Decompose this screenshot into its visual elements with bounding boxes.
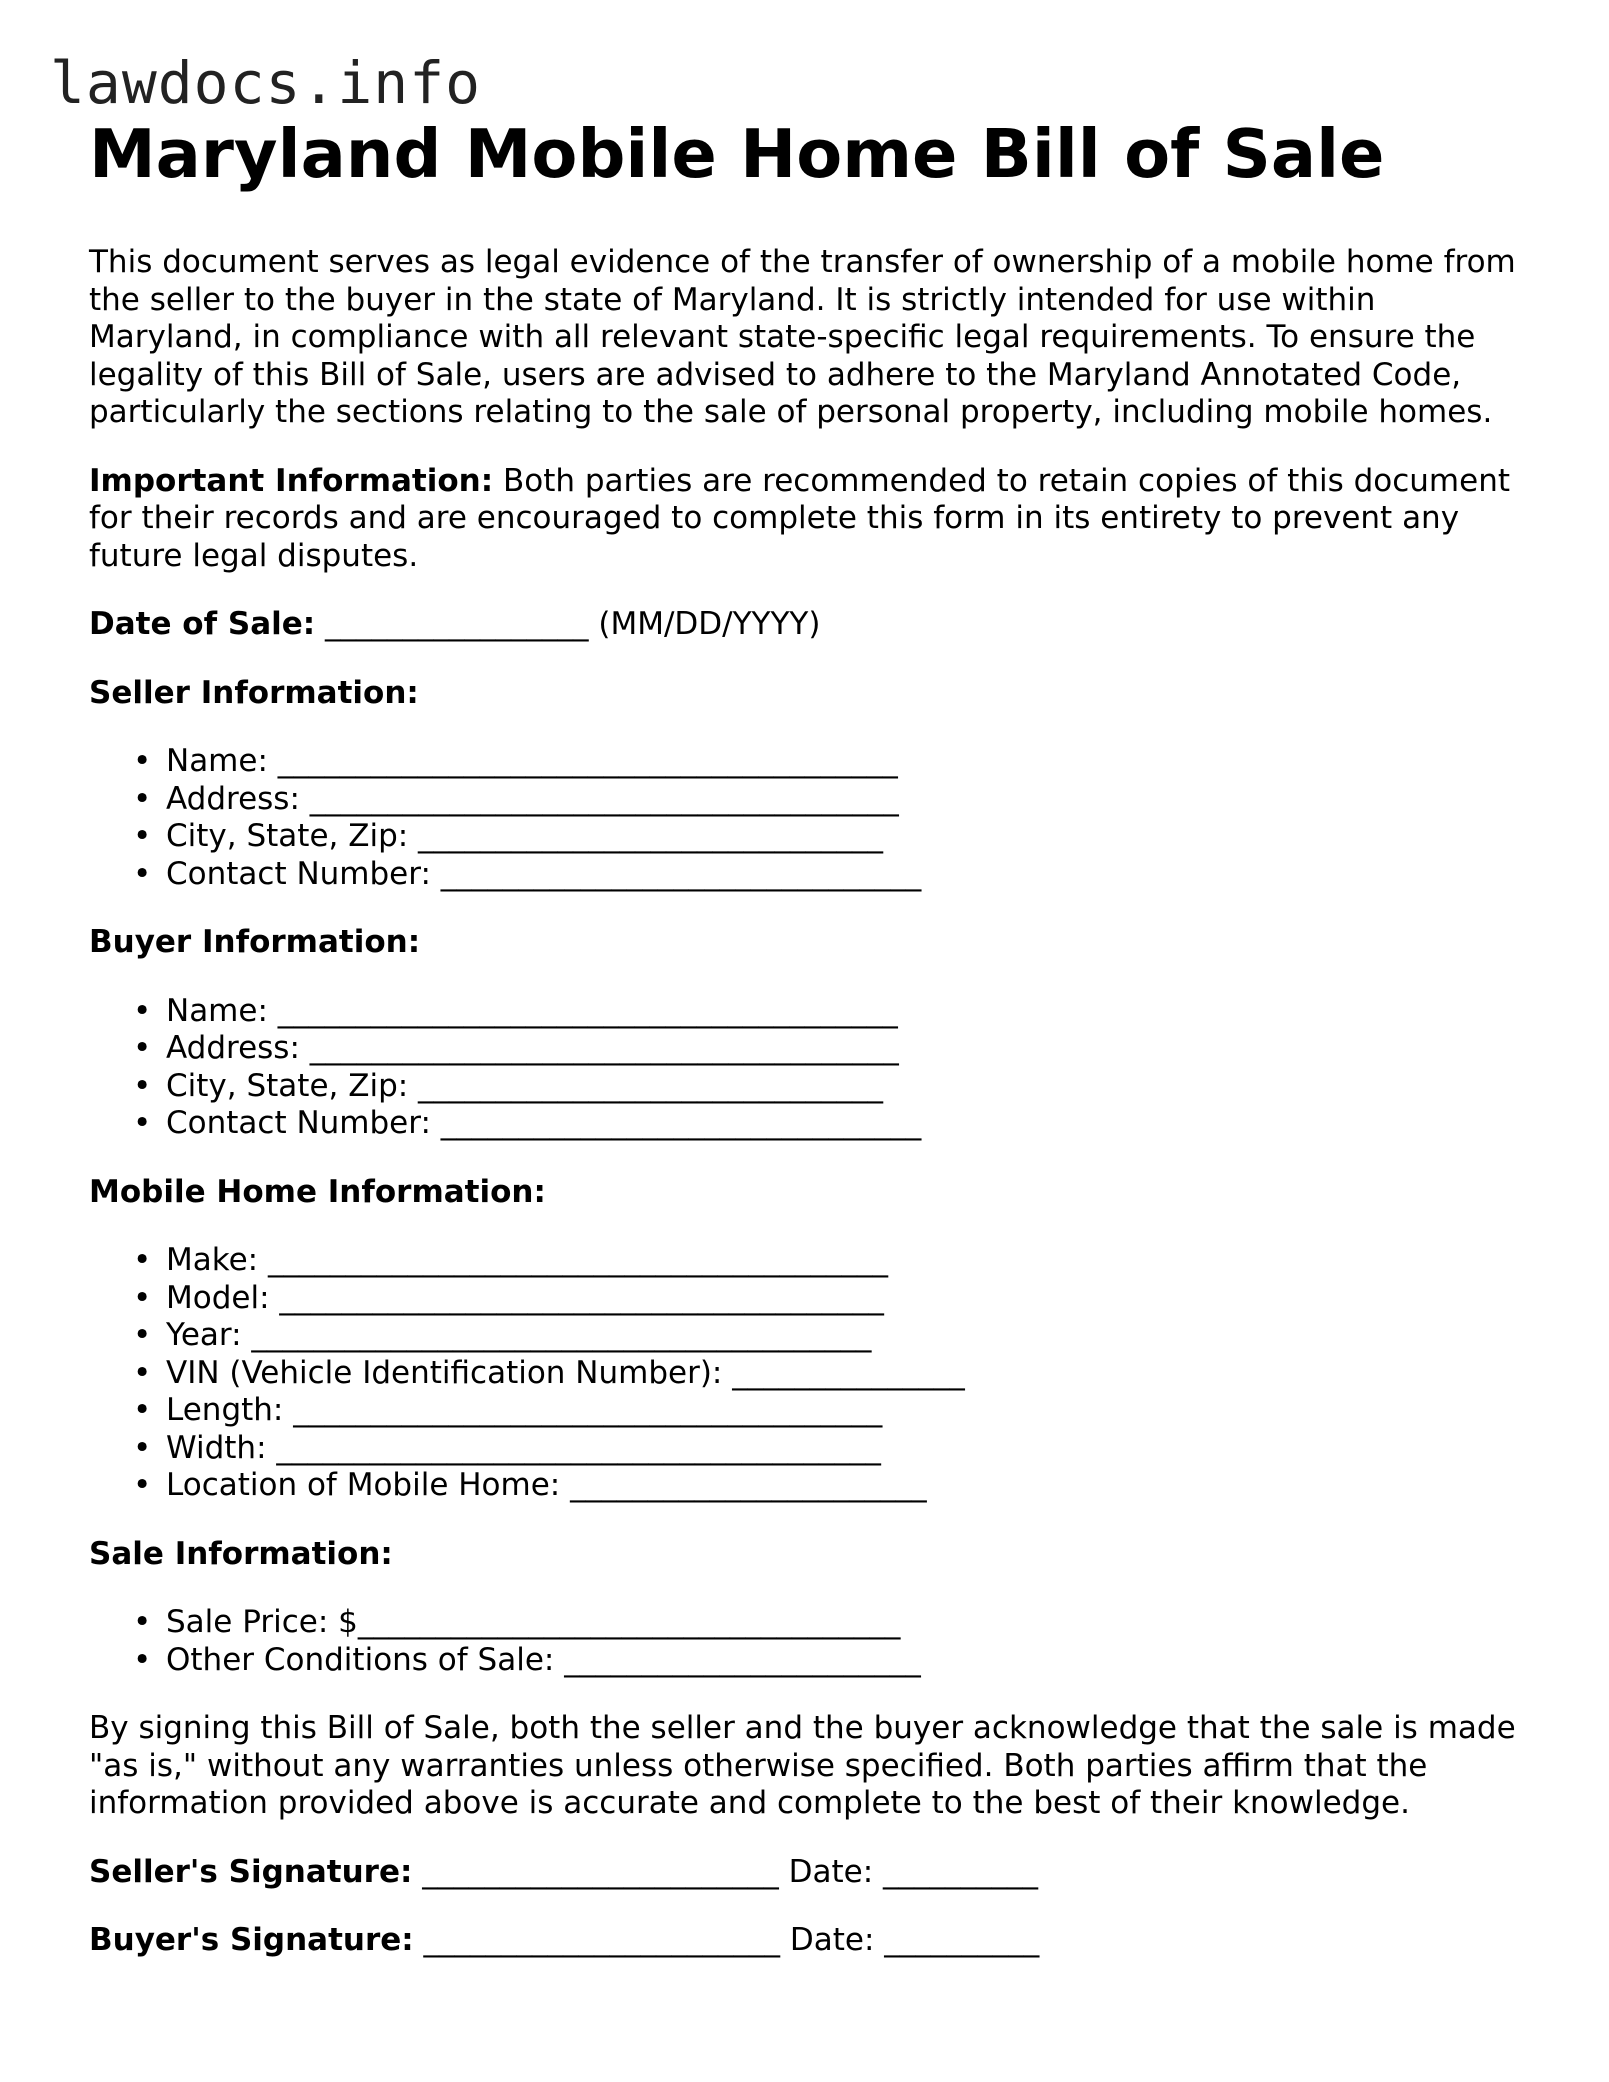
buyer-signature-line [89, 1922, 1529, 1960]
buyer-signature-blank[interactable]: _______________________ [413, 1922, 790, 1958]
bullet-icon: • [133, 1354, 152, 1391]
mobile-home-make-field[interactable]: • Make: ________________________________________ [133, 1242, 888, 1278]
mobile-home-length-field[interactable]: • Length: ______________________________________ [133, 1392, 883, 1428]
buyer-address-field[interactable]: • Address: ______________________________________ [133, 1030, 899, 1066]
bullet-icon: • [133, 1604, 152, 1640]
mobile-home-model-field[interactable]: • Model: _______________________________________ [133, 1279, 884, 1316]
buyer-name-field[interactable]: • Name: ________________________________________ [133, 992, 898, 1029]
bullet-icon: • [133, 780, 152, 817]
date-of-sale-line [89, 606, 1529, 644]
bullet-icon: • [133, 743, 152, 779]
mobile-home-vin-field[interactable]: • VIN (Vehicle Identification Number): _______________ [133, 1354, 965, 1391]
buyer-information-heading: Buyer Information: [89, 924, 421, 960]
date-of-sale-label: Date of Sale: [89, 606, 316, 642]
bullet-icon: • [133, 1392, 152, 1428]
seller-signature-label: Seller's Signature: [89, 1853, 413, 1890]
seller-city-state-zip-field[interactable]: • City, State, Zip: ______________________________ [133, 818, 884, 854]
seller-address-field[interactable]: • Address: ______________________________________ [133, 780, 899, 817]
bullet-icon: • [133, 1429, 152, 1466]
watermark-logo: lawdocs.info [50, 49, 482, 117]
document-body [89, 112, 1529, 1960]
bullet-icon: • [133, 1242, 152, 1278]
buyer-signature-label: Buyer's Signature: [89, 1922, 414, 1958]
sale-information-heading: Sale Information: [89, 1535, 393, 1572]
bullet-icon: • [133, 1105, 152, 1141]
intro-paragraph: This document serves as legal evidence of the transfer of ownership of a mobile home from the seller to the buyer in the state of Maryland. It is strictly intended for use within Maryland, in compliance with all relevant state-specific legal requirements. To ensure the legality of this Bill of Sale, users are advised to adhere to the Maryland Annotated Code, particularly the sections relating to the sale of personal property, including mobile homes. [89, 244, 1516, 430]
important-label: Important Information: [89, 462, 494, 499]
bullet-icon: • [133, 818, 152, 854]
important-information [89, 463, 1529, 576]
mobile-home-width-field[interactable]: • Width: _______________________________________ [133, 1429, 881, 1466]
bullet-icon: • [133, 1641, 152, 1678]
bullet-icon: • [133, 1067, 152, 1104]
document-title: Maryland Mobile Home Bill of Sale [89, 115, 1385, 193]
bullet-icon: • [133, 1279, 152, 1316]
date-format-hint: (MM/DD/YYYY) [598, 606, 821, 642]
sale-fields-list [89, 1604, 1529, 1679]
closing-paragraph: By signing this Bill of Sale, both the seller and the buyer acknowledge that the sale is made "as is," without any warranties unless otherwise specified. Both parties affirm that the information provided above is accurate and complete to the best of their knowledge. [89, 1710, 1516, 1821]
buyer-fields-list [89, 993, 1529, 1143]
bullet-icon: • [133, 855, 152, 892]
bullet-icon: • [133, 992, 152, 1029]
mobile-home-location-field[interactable]: • Location of Mobile Home: _______________________ [133, 1467, 927, 1503]
seller-information-heading: Seller Information: [89, 674, 419, 711]
other-conditions-field[interactable]: • Other Conditions of Sale: _______________________ [133, 1641, 921, 1678]
buyer-signature-date[interactable]: Date: __________ [789, 1922, 1040, 1958]
buyer-city-state-zip-field[interactable]: • City, State, Zip: ______________________________ [133, 1067, 884, 1104]
sale-price-field[interactable]: • Sale Price: $___________________________________ [133, 1604, 901, 1640]
seller-name-field[interactable]: • Name: ________________________________________ [133, 743, 898, 779]
bullet-icon: • [133, 1030, 152, 1066]
seller-signature-blank[interactable]: _______________________ [412, 1853, 789, 1890]
bullet-icon: • [133, 1317, 152, 1353]
seller-fields-list [89, 743, 1529, 893]
seller-signature-line [89, 1854, 1529, 1892]
buyer-contact-number-field[interactable]: • Contact Number: _______________________________ [133, 1105, 922, 1141]
mobile-home-year-field[interactable]: • Year: ________________________________________ [133, 1317, 872, 1353]
bullet-icon: • [133, 1467, 152, 1503]
mobile-home-information-heading: Mobile Home Information: [89, 1173, 546, 1210]
important-text: Both parties are recommended to retain copies of this document for their records and are encouraged to complete this form in its entirety to prevent any future legal disputes. [89, 462, 1510, 574]
seller-contact-number-field[interactable]: • Contact Number: _______________________________ [133, 855, 922, 892]
seller-signature-date[interactable]: Date: __________ [788, 1853, 1039, 1890]
mobile-home-fields-list [89, 1242, 1529, 1505]
date-of-sale-blank[interactable]: _________________ [315, 606, 599, 642]
